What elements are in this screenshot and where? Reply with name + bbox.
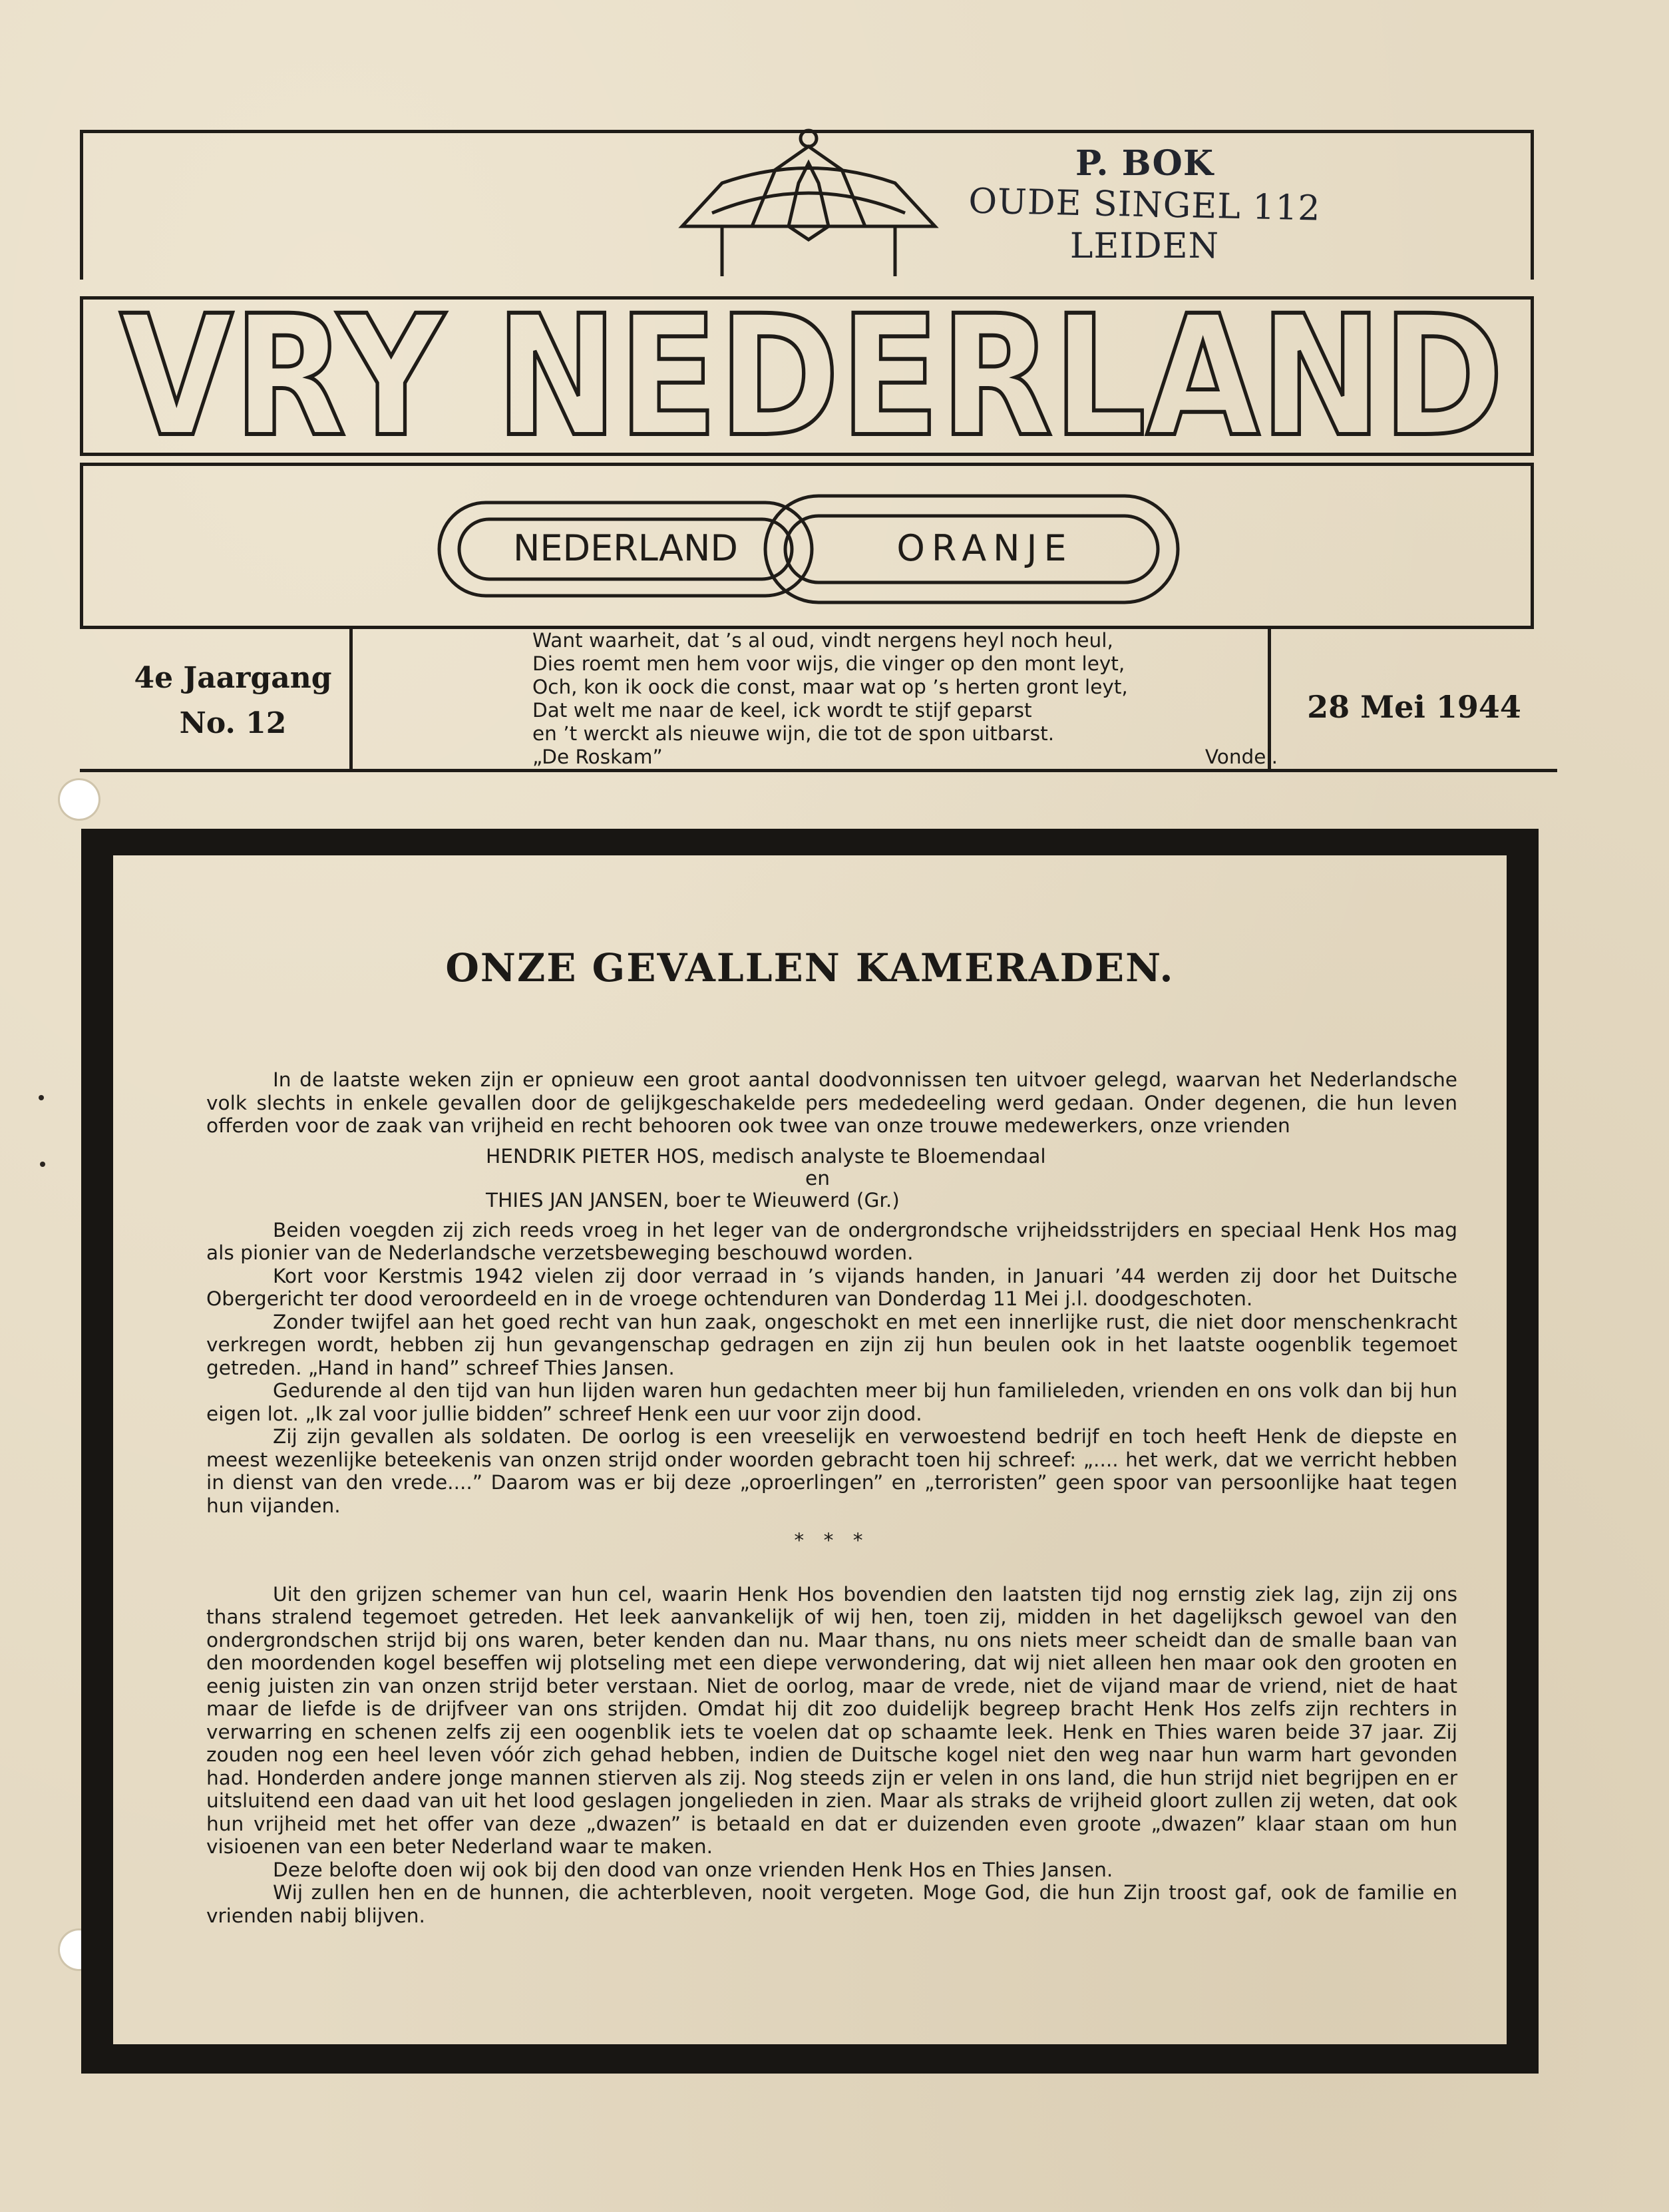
issue-number: No. 12 (179, 706, 287, 740)
title-text: VRY NEDERLAND (120, 280, 1504, 473)
poem-line: Dies roemt men hem voor wijs, die vinger op den mont leyt, (532, 652, 1125, 675)
chain-links-emblem (433, 476, 1185, 622)
poem-line: en ’t werckt als nieuwe wijn, die tot de spon uitbarst. (532, 722, 1055, 745)
chain-left-text: NEDERLAND (513, 527, 738, 569)
article-paragraph: Gedurende al den tijd van hun lijden waren hun gedachten meer bij hun familieleden, vrienden en ons volk dan bij hun eigen lot. „Ik zal voor jullie bidden” schreef Henk een uur voor zijn dood. (206, 1379, 1457, 1425)
section-separator: * * * (794, 1529, 870, 1552)
punch-hole-top (60, 780, 98, 819)
poem-line: Dat welt me naar de keel, ick wordt te stijf geparst (532, 699, 1032, 722)
article-paragraph: Zonder twijfel aan het goed recht van hun zaak, ongeschokt en met een innerlijke rust, die niet door menschenkracht verkregen wordt, hebben zij hun gevangenschap gedragen en zijn zij hun beulen ook in het laatste oogenblik tegemoet getreden. „Hand in hand” schreef Thies Jansen. (206, 1310, 1457, 1379)
article-paragraph: In de laatste weken zijn er opnieuw een groot aantal doodvonnissen ten uitvoer gelegd, waarvan het Nederlandsche volk slechts in enkele gevallen door de gelijkgeschakelde pers mededeeling werd gedaan. Onder degenen, die hun leven offerden voor de zaak van vrijheid en recht behooren ook twee van onze trouwe medewerkers, onze vrienden (206, 1068, 1457, 1137)
poem-attribution (532, 746, 1278, 770)
memorial-panel (81, 829, 1539, 2074)
ink-speck (40, 1162, 45, 1167)
stamp-street: OUDE SINGEL 112 (968, 181, 1322, 229)
stamp-name: P. BOK (1075, 143, 1214, 184)
masthead-title (106, 280, 1517, 473)
poem-author: Vondel. (1205, 746, 1278, 768)
fallen-names (206, 1144, 1457, 1212)
poem-line: Want waarheit, dat ’s al oud, vindt nergens heyl noch heul, (532, 629, 1113, 652)
conjunction: en (805, 1166, 830, 1190)
fallen-name: THIES JAN JANSEN, boer te Wieuwerd (Gr.) (486, 1188, 900, 1212)
volume: 4e Jaargang (134, 661, 332, 695)
article-paragraph: Kort voor Kerstmis 1942 vielen zij door verraad in ’s vijands handen, in Januari ’44 werden zij door het Duitsche Obergericht ter dood veroordeeld en in de vroege ochtenduren van Donderdag 11 Mei j.l. doodgeschoten. (206, 1264, 1457, 1310)
ink-speck (39, 1095, 44, 1100)
article-paragraph: Deze belofte doen wij ook bij den dood van onze vrienden Henk Hos en Thies Jansen. (273, 1858, 1113, 1881)
article-paragraph: Beiden voegden zij zich reeds vroeg in het leger van de ondergrondsche vrijheidsstrijders en speciaal Henk Hos mag als pionier van de Nederlandsche verzetsbeweging beschouwd worden. (206, 1218, 1457, 1264)
issue-date: 28 Mei 1944 (1307, 689, 1521, 725)
epigraph-poem (446, 629, 1278, 770)
chain-right-text: ORANJE (896, 527, 1073, 569)
stamp-city: LEIDEN (1069, 226, 1220, 266)
address-stamp (958, 143, 1331, 267)
poem-source: „De Roskam” (532, 746, 663, 768)
poem-line: Och, kon ik oock die const, maar wat op ’s herten gront leyt, (532, 676, 1128, 698)
fallen-name: HENDRIK PIETER HOS, medisch analyste te Bloemendaal (486, 1144, 1046, 1168)
issue-info-row (80, 629, 1557, 772)
article-title: ONZE GEVALLEN KAMERADEN. (445, 945, 1175, 991)
crown-emblem (672, 126, 952, 280)
article-paragraph: Zij zijn gevallen als soldaten. De oorlog is een vreeselijk en verwoestend bedrijf en toch heeft Henk de diepste en meest wezenlijke beteekenis van onzen strijd onder woorden gebracht toen hij schreef: „.... het werk, dat we verricht hebben in dienst van den vrede....” Daarom was er bij deze „oproerlingen” en „terroristen” geen spoor van persoonlijke haat tegen hun vijanden. (206, 1425, 1457, 1517)
article-body (206, 1068, 1457, 1927)
article-paragraph: Uit den grijzen schemer van hun cel, waarin Henk Hos bovendien den laatsten tijd nog ernstig ziek lag, zijn zij ons thans stralend tegemoet getreden. Het leek aanvankelijk of wij hen, toen zij, midden in het dagelijksch gewoel van den ondergrondschen strijd bij ons waren, beter kenden dan nu. Maar thans, nu ons niets meer scheidt dan de smalle baan van den moordenden kogel beseffen wij plotseling met een diepe verwondering, dat wij niet alleen hen maar ook den grooten en eenig juisten zin van onzen strijd beter verstaan. Niet de oorlog, maar de vrede, niet de vijand maar de vriend, niet de haat maar de liefde is de drijfveer van ons strijden. Omdat hij dit zoo duidelijk begreep bracht Henk Hos zelfs zijn rechters in verwarring en schenen zelfs zij een oogenblik iets te voelen dat op schaamte leek. Henk en Thies waren beide 37 jaar. Zij zouden nog een heel leven vóór zich gehad hebben, indien de Duitsche kogel niet den weg naar hun warm hart gevonden had. Honderden andere jonge mannen stierven als zij. Nog steeds zijn er velen in ons land, die hun strijd niet begrijpen en er uitsluitend een daad van uit het lood geslagen jongelieden in zien. Maar als straks de vrijheid gloort zullen zij weten, dat ook hun vrijheid met het offer van deze „dwazen” is betaald en dat er duizenden even groote „dwazen” klaar staan om hun visioenen van een beter Nederland waar te maken. (206, 1582, 1457, 1858)
article-paragraph: Wij zullen hen en de hunnen, die achterbleven, nooit vergeten. Moge God, die hun Zijn troost gaf, ook de familie en vrienden nabij blijven. (206, 1881, 1457, 1927)
issue-volume-block (106, 656, 359, 746)
